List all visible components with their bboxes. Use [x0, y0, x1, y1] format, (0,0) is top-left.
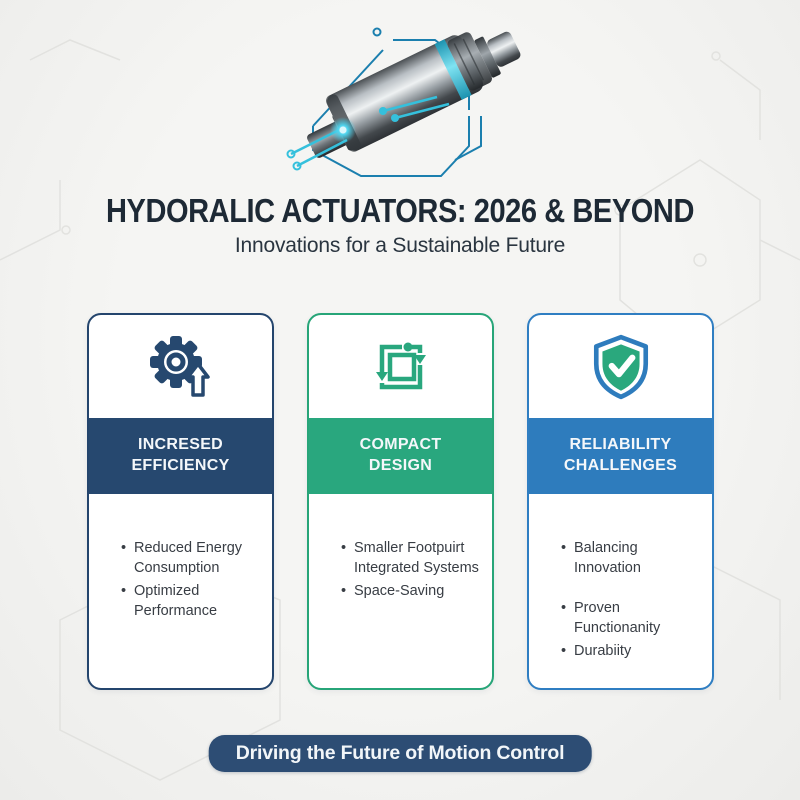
list-item: • Optimized Performance [134, 581, 262, 621]
list-item: • Reduced Energy Consumption [134, 538, 262, 578]
footer-banner: Driving the Future of Motion Control [209, 735, 592, 772]
card-reliability-challenges [527, 313, 714, 690]
card-compact-design [307, 313, 494, 690]
shield-check-icon [588, 333, 654, 401]
gear-up-arrow-icon [146, 333, 216, 401]
page-title: HYDORALIC ACTUATORS: 2026 & BEYOND [106, 192, 694, 229]
list-item: • Smaller Footpuirt Integrated Systems [354, 538, 482, 578]
page-subtitle: Innovations for a Sustainable Future [234, 234, 566, 257]
bullet-list [561, 538, 702, 661]
actuator-illustration [285, 18, 525, 178]
title-block [0, 192, 800, 258]
bullet-list [341, 538, 482, 601]
card-title-compact-design: COMPACT DESIGN [309, 418, 492, 494]
compact-cycle-icon [368, 335, 434, 399]
list-item: • Proven Functionanity [574, 598, 702, 638]
list-item: • Space-Saving [354, 581, 482, 601]
card-increased-efficiency [87, 313, 274, 690]
list-item: • Durabiity [574, 641, 702, 661]
bullet-list [121, 538, 262, 621]
card-title-reliability-challenges: RELIABILITY CHALLENGES [529, 418, 712, 494]
card-title-increased-efficiency: INCRESED EFFICIENCY [89, 418, 272, 494]
cards-row [87, 313, 714, 690]
list-item: • Balancing Innovation [574, 538, 702, 578]
